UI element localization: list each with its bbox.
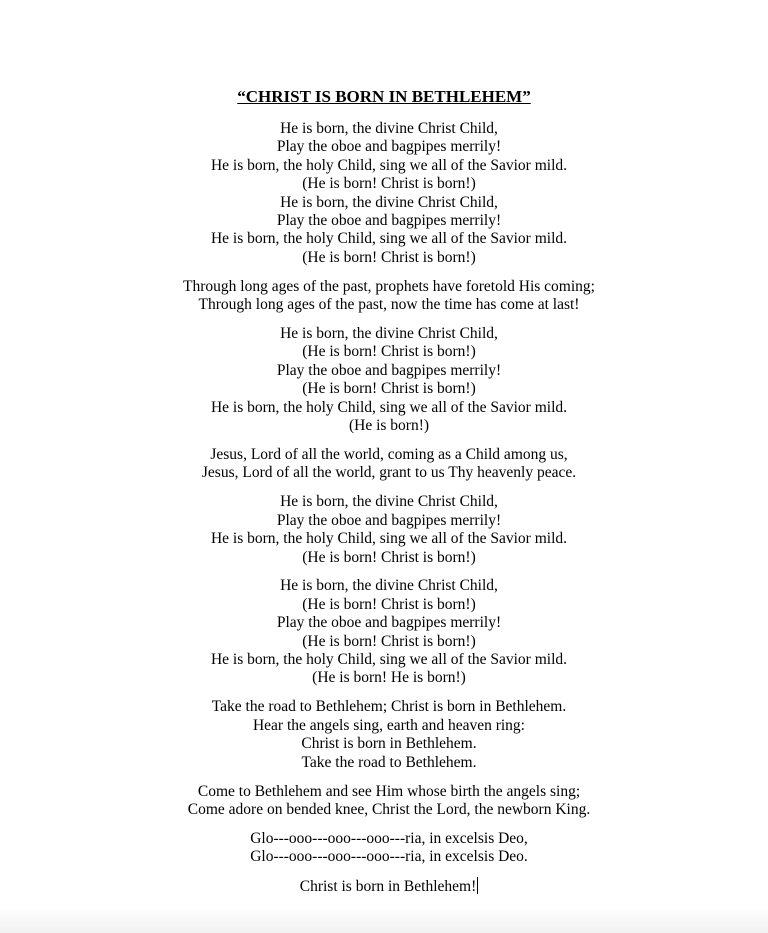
lyric-text: Come adore on bended knee, Christ the Lord, the newborn King. bbox=[187, 800, 591, 818]
lyric-text: Christ is born in Bethlehem! bbox=[299, 878, 477, 896]
lyric-line bbox=[0, 446, 768, 464]
lyric-line bbox=[0, 669, 768, 687]
window-bottom-edge bbox=[0, 907, 768, 933]
lyric-line bbox=[0, 614, 768, 632]
lyric-text: Play the oboe and bagpipes merrily! bbox=[276, 212, 502, 230]
lyric-line bbox=[0, 698, 768, 716]
lyrics-body[interactable] bbox=[0, 120, 768, 907]
lyric-line bbox=[0, 651, 768, 669]
lyric-line bbox=[0, 175, 768, 193]
lyric-text: He is born, the divine Christ Child, bbox=[280, 493, 498, 511]
lyric-line bbox=[0, 296, 768, 314]
lyric-text: Through long ages of the past, now the time has come at last! bbox=[198, 296, 580, 314]
lyric-line bbox=[0, 783, 768, 801]
lyric-text: Play the oboe and bagpipes merrily! bbox=[276, 361, 502, 379]
lyric-text: (He is born! Christ is born!) bbox=[302, 595, 476, 613]
lyric-text: (He is born!) bbox=[348, 417, 430, 435]
lyric-line bbox=[0, 343, 768, 361]
stanza bbox=[0, 830, 768, 867]
lyric-text: (He is born! Christ is born!) bbox=[302, 632, 476, 650]
lyric-line bbox=[0, 194, 768, 212]
lyric-line bbox=[0, 549, 768, 567]
lyric-line bbox=[0, 830, 768, 848]
lyric-line bbox=[0, 633, 768, 651]
lyric-line bbox=[0, 230, 768, 248]
stanza bbox=[0, 877, 768, 896]
lyric-text: He is born, the divine Christ Child, bbox=[280, 120, 498, 137]
stanza bbox=[0, 783, 768, 820]
lyric-text: He is born, the holy Child, sing we all of the Savior mild. bbox=[210, 651, 568, 669]
lyric-line bbox=[0, 577, 768, 595]
lyric-text: Jesus, Lord of all the world, grant to us Thy heavenly peace. bbox=[201, 464, 577, 482]
lyric-text: He is born, the divine Christ Child, bbox=[280, 577, 498, 595]
lyric-text: Glo---ooo---ooo---ooo---ria, in excelsis Deo, bbox=[250, 829, 528, 847]
lyric-text: Glo---ooo---ooo---ooo---ria, in excelsis Deo. bbox=[250, 848, 528, 866]
lyric-line bbox=[0, 754, 768, 772]
lyric-line bbox=[0, 717, 768, 735]
lyric-line bbox=[0, 138, 768, 156]
lyric-text: He is born, the holy Child, sing we all of the Savior mild. bbox=[210, 156, 568, 174]
lyric-text: (He is born! Christ is born!) bbox=[302, 248, 476, 266]
lyric-text: Hear the angels sing, earth and heaven ring: bbox=[252, 716, 525, 734]
lyric-line bbox=[0, 249, 768, 267]
lyric-text: Play the oboe and bagpipes merrily! bbox=[276, 138, 502, 156]
stanza bbox=[0, 120, 768, 267]
lyric-text: (He is born! Christ is born!) bbox=[302, 380, 476, 398]
lyric-line bbox=[0, 417, 768, 435]
lyric-line bbox=[0, 278, 768, 296]
stanza bbox=[0, 278, 768, 315]
lyric-text: He is born, the holy Child, sing we all of the Savior mild. bbox=[210, 530, 568, 548]
lyric-text: He is born, the divine Christ Child, bbox=[280, 193, 498, 211]
lyric-line bbox=[0, 530, 768, 548]
stanza bbox=[0, 446, 768, 483]
lyric-line bbox=[0, 157, 768, 175]
lyric-text: (He is born! Christ is born!) bbox=[302, 175, 476, 193]
lyric-line bbox=[0, 212, 768, 230]
lyric-line bbox=[0, 362, 768, 380]
stanza bbox=[0, 325, 768, 435]
lyric-text: Take the road to Bethlehem. bbox=[301, 753, 477, 771]
lyric-text: (He is born! Christ is born!) bbox=[302, 343, 476, 361]
text-cursor bbox=[477, 877, 478, 894]
lyric-text: He is born, the holy Child, sing we all of the Savior mild. bbox=[210, 398, 568, 416]
lyric-text: Christ is born in Bethlehem. bbox=[301, 735, 477, 753]
lyric-line bbox=[0, 325, 768, 343]
lyric-line bbox=[0, 848, 768, 866]
lyric-line bbox=[0, 120, 768, 138]
lyric-line bbox=[0, 877, 768, 896]
lyric-text: Jesus, Lord of all the world, coming as a Child among us, bbox=[210, 446, 568, 463]
lyric-line bbox=[0, 399, 768, 417]
lyric-line bbox=[0, 596, 768, 614]
lyric-text: Play the oboe and bagpipes merrily! bbox=[276, 511, 502, 529]
lyric-line bbox=[0, 380, 768, 398]
lyric-text: (He is born! He is born!) bbox=[312, 669, 466, 687]
lyric-line bbox=[0, 735, 768, 753]
lyric-line bbox=[0, 801, 768, 819]
lyric-text: Take the road to Bethlehem; Christ is born in Bethlehem. bbox=[211, 698, 567, 716]
stanza bbox=[0, 577, 768, 687]
lyric-text: Come to Bethlehem and see Him whose birth the angels sing; bbox=[197, 782, 581, 800]
stanza bbox=[0, 698, 768, 772]
lyric-line bbox=[0, 493, 768, 511]
lyric-text: He is born, the divine Christ Child, bbox=[280, 325, 498, 343]
lyric-text: Play the oboe and bagpipes merrily! bbox=[276, 614, 502, 632]
lyric-text: He is born, the holy Child, sing we all of the Savior mild. bbox=[210, 230, 568, 248]
lyric-text: (He is born! Christ is born!) bbox=[302, 548, 476, 566]
stanza bbox=[0, 493, 768, 567]
lyric-line bbox=[0, 464, 768, 482]
lyric-text: Through long ages of the past, prophets have foretold His coming; bbox=[183, 277, 595, 295]
song-title: “CHRIST IS BORN IN BETHLEHEM” bbox=[237, 87, 531, 106]
lyric-line bbox=[0, 512, 768, 530]
